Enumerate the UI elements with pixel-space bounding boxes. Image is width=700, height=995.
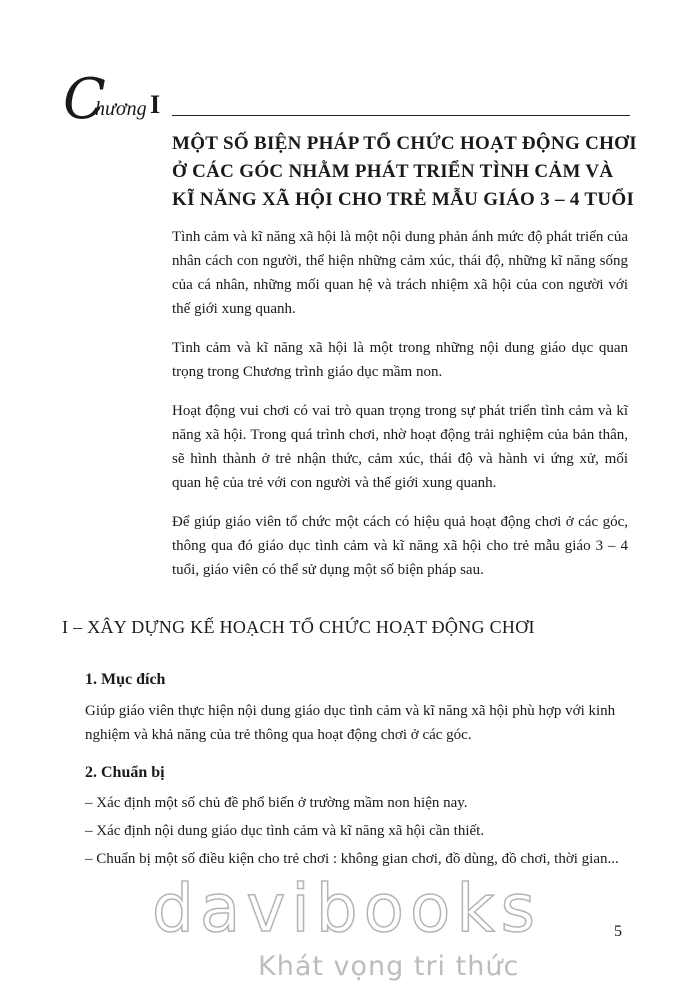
chapter-heading [55,67,630,132]
chapter-title [172,130,642,214]
subsection-title-purpose: 1. Mục đích [85,671,166,688]
list-item: – Chuẩn bị một số điều kiện cho trẻ chơi : không gian chơi, đồ dùng, đồ chơi, thời gian... [85,851,619,867]
list-item: – Xác định một số chủ đề phổ biến ở trường mầm non hiện nay. [85,795,468,811]
watermark-tagline: Khát vọng tri thức [258,951,520,982]
chapter-number: I [150,90,161,119]
purpose-paragraph: Giúp giáo viên thực hiện nội dung giáo dục tình cảm và kĩ năng xã hội phù hợp với kinh nghiệm và khả năng của trẻ thông qua hoạt động chơi ở các góc. [85,703,616,743]
chapter-rule [172,115,630,116]
subsection-title-preparation: 2. Chuẩn bị [85,764,165,781]
intro-paragraph: Tình cảm và kĩ năng xã hội là một nội dung phản ánh mức độ phát triển của nhân cách con người, thể hiện những cảm xúc, thái độ, những kĩ năng sống của cá nhân, những mối quan hệ và trách nhiệm xã hội của con người với thế giới xung quanh. [172,229,628,317]
section-title: I – XÂY DỰNG KẾ HOẠCH TỔ CHỨC HOẠT ĐỘNG CHƠI [62,617,535,637]
watermark-brand: davibooks [152,870,541,947]
intro-paragraph: Hoạt động vui chơi có vai trò quan trọng trong sự phát triển tình cảm và kĩ năng xã hội. Trong quá trình chơi, nhờ hoạt động trải nghiệm của bản thân, sẽ hình thành ở trẻ nhận thức, cảm xúc, thái độ và hành vi ứng xử, mối quan hệ của trẻ với con người và thế giới xung quanh. [172,403,628,491]
intro-paragraph: Để giúp giáo viên tổ chức một cách có hiệu quả hoạt động chơi ở các góc, thông qua đó giáo dục tình cảm và kĩ năng xã hội cho trẻ mẫu giáo 3 – 4 tuổi, giáo viên có thể sử dụng một số biện pháp sau. [172,514,628,578]
purpose-text [85,699,630,747]
chapter-title-line: MỘT SỐ BIỆN PHÁP TỔ CHỨC HOẠT ĐỘNG CHƠI [172,133,637,154]
chapter-title-line: KĨ NĂNG XÃ HỘI CHO TRẺ MẪU GIÁO 3 – 4 TUỔI [172,189,635,210]
chapter-initial: C [63,67,106,132]
preparation-list [85,790,630,874]
intro-paragraph: Tình cảm và kĩ năng xã hội là một trong những nội dung giáo dục quan trọng trong Chương trình giáo dục mầm non. [172,340,628,380]
list-item: – Xác định nội dung giáo dục tình cảm và kĩ năng xã hội cần thiết. [85,823,485,839]
page-number: 5 [614,923,622,940]
chapter-word: hương [95,98,147,120]
intro-text [172,225,628,597]
chapter-title-line: Ở CÁC GÓC NHẰM PHÁT TRIỂN TÌNH CẢM VÀ [172,161,614,182]
